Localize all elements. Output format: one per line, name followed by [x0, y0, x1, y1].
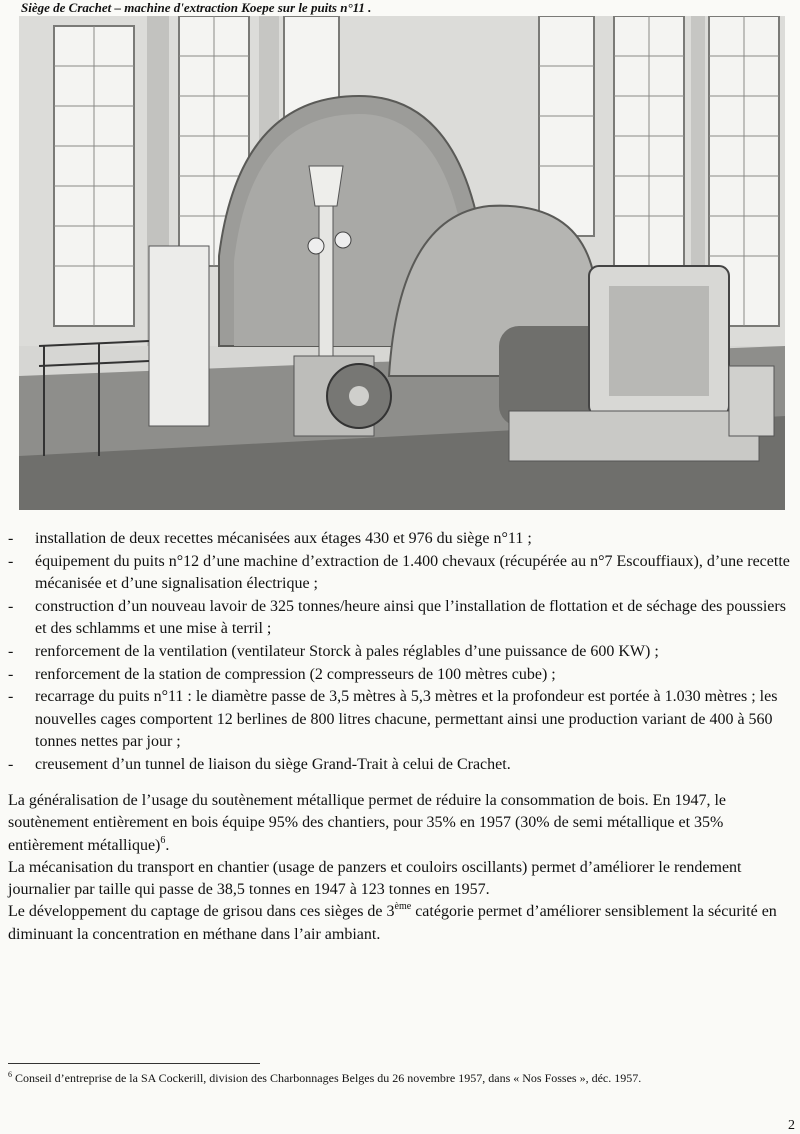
footnote-text: Conseil d’entreprise de la SA Cockerill, division des Charbonnages Belges du 26 novembre 1957, dans « Nos Fosses », déc. 1957.: [12, 1071, 642, 1085]
list-item: [8, 551, 790, 596]
ordinal-superscript: ème: [394, 901, 412, 913]
body-text: [8, 790, 790, 946]
bullet-dash: -: [8, 552, 14, 570]
bullet-dash: -: [8, 665, 14, 683]
list-item: [8, 664, 790, 687]
list-item-text: creusement d’un tunnel de liaison du siège Grand-Trait à celui de Crachet.: [35, 755, 511, 773]
paragraph-support-text: La généralisation de l’usage du soutènement métallique permet de réduire la consommation de bois. En 1947, le soutènement entièrement en bois équipe 95% des chantiers, pour 35% en 1957 (30% de semi métallique et 35% entièrement métallique): [8, 792, 726, 854]
bullet-dash: -: [8, 530, 14, 547]
machine-hall-photo-icon: [19, 16, 785, 510]
bullet-dash: -: [8, 642, 14, 660]
list-item-text: installation de deux recettes mécanisées aux étages 430 et 976 du siège n°11 ;: [35, 530, 532, 547]
list-item: [8, 596, 790, 641]
paragraph-grisou-start: Le développement du captage de grisou dans ces sièges de 3: [8, 903, 395, 921]
list-item: [8, 528, 790, 551]
page-number: 2: [788, 1118, 795, 1133]
list-item-text: recarrage du puits n°11 : le diamètre passe de 3,5 mètres à 5,3 mètres et la profondeur est portée à 1.030 mètres ; les nouvelles cages comportent 12 berlines de 800 litres chacune, permettant ainsi une production variant de 400 à 560 tonnes nettes par jour ;: [35, 688, 778, 751]
footnote-ref: 6: [160, 834, 166, 846]
list-item-text: renforcement de la ventilation (ventilateur Storck à pales réglables d’une puissance de 600 KW) ;: [35, 642, 659, 660]
list-item: [8, 686, 790, 754]
photo-caption: Siège de Crachet – machine d'extraction Koepe sur le puits n°11 .: [21, 0, 372, 15]
paragraph-support: [8, 790, 790, 857]
footnote-number: 6: [8, 1070, 12, 1079]
improvement-list: [8, 528, 790, 777]
paragraph-grisou: [8, 901, 790, 946]
list-item-text: renforcement de la station de compression (2 compresseurs de 100 mètres cube) ;: [35, 665, 556, 683]
bullet-dash: -: [8, 688, 14, 706]
footnote: [8, 1071, 790, 1086]
list-item-text: équipement du puits n°12 d’une machine d’extraction de 1.400 chevaux (récupérée au n°7 Escouffiaux), d’une recette mécanisée et d’une signalisation électrique ;: [35, 552, 790, 593]
paragraph-grisou-end: catégorie permet d’améliorer sensiblement la sécurité en diminuant la concentration en méthane dans l’air ambiant.: [8, 903, 777, 943]
bullet-dash: -: [8, 755, 14, 773]
paragraph-mechanisation: La mécanisation du transport en chantier (usage de panzers et couloirs oscillants) permet d’améliorer le rendement journalier par taille qui passe de 38,5 tonnes en 1947 à 123 tonnes en 1957.: [8, 858, 742, 899]
footnote-divider: [8, 1063, 260, 1064]
machine-hall-photo: [19, 16, 785, 510]
bullet-dash: -: [8, 597, 14, 615]
paragraph-support-end: .: [165, 836, 170, 854]
list-item: [8, 641, 790, 664]
list-item: [8, 754, 790, 777]
list-item-text: construction d’un nouveau lavoir de 325 tonnes/heure ainsi que l’installation de flottation et de séchage des poussiers et des schlamms et une mise à terril ;: [35, 597, 786, 638]
